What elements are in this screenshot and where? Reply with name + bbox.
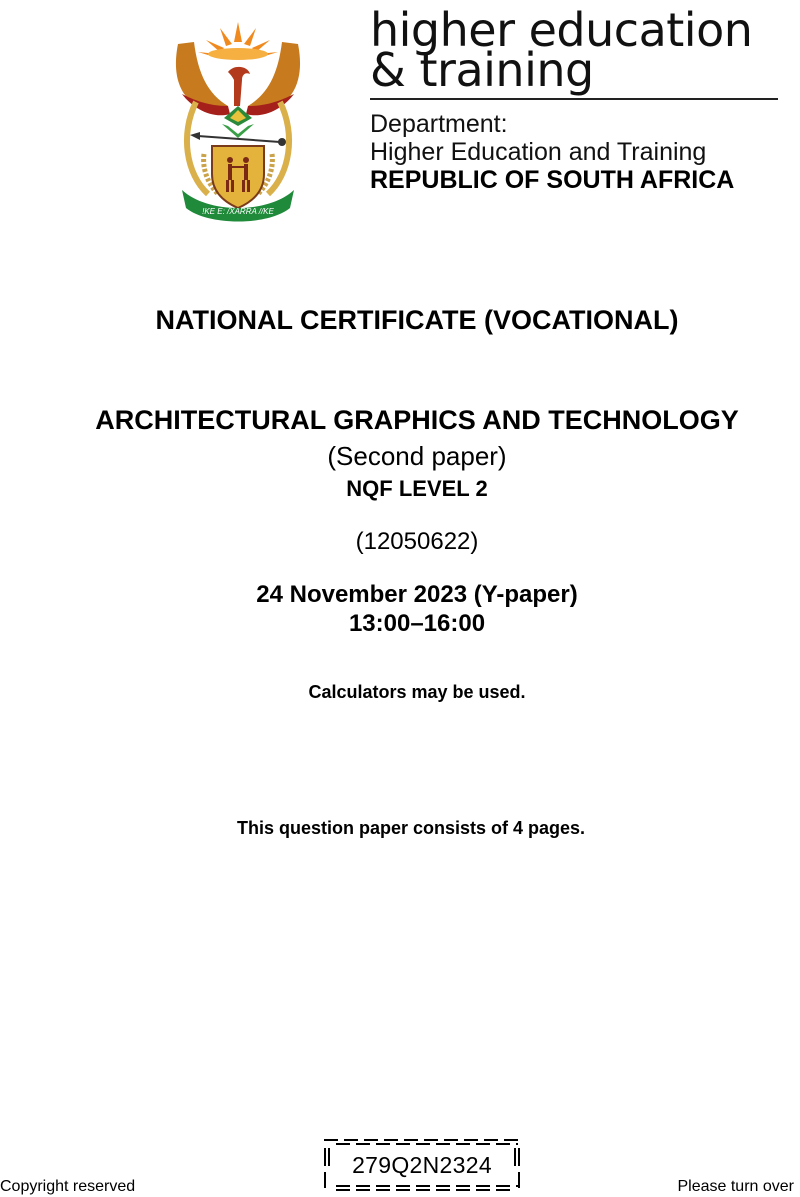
- svg-text:!KE E: /XARRA //KE: !KE E: /XARRA //KE: [202, 207, 274, 216]
- subject-title: ARCHITECTURAL GRAPHICS AND TECHNOLOGY: [95, 405, 739, 435]
- paper-label: (Second paper): [327, 441, 507, 471]
- copyright-text: Copyright reserved: [0, 1178, 136, 1195]
- barcode-text: 279Q2N2324: [352, 1152, 492, 1178]
- department-name: Higher Education and Training: [370, 138, 707, 166]
- exam-time: 13:00–16:00: [348, 610, 486, 637]
- page-count-note: This question paper consists of 4 pages.: [236, 818, 586, 838]
- brand-divider: [370, 98, 778, 100]
- coat-of-arms-icon: [168, 14, 308, 224]
- exam-date: 24 November 2023 (Y-paper): [256, 581, 578, 608]
- turn-over-text: Please turn over: [677, 1178, 794, 1195]
- department-brand: [370, 3, 782, 194]
- calculator-note: Calculators may be used.: [308, 682, 526, 702]
- barcode-box: [322, 1138, 522, 1192]
- country-name: REPUBLIC OF SOUTH AFRICA: [370, 166, 735, 194]
- nqf-level: NQF LEVEL 2: [346, 476, 488, 501]
- certificate-title: NATIONAL CERTIFICATE (VOCATIONAL): [155, 305, 679, 335]
- subject-code: (12050622): [355, 528, 479, 555]
- department-label: Department:: [370, 110, 508, 138]
- brand-line-1: higher education: [370, 3, 753, 57]
- brand-line-2: & training: [370, 43, 594, 97]
